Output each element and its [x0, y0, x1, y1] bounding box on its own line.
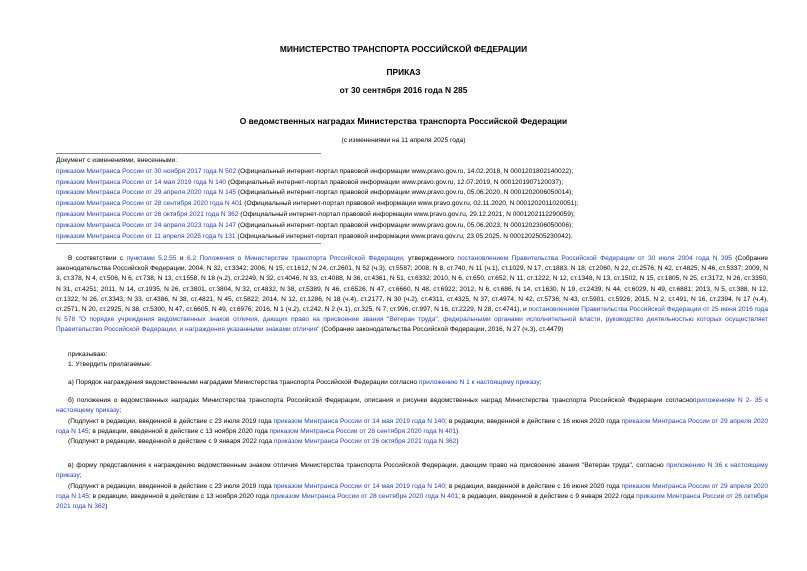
amendment-source: (Официальный интернет-портал правовой информации www.pravo.gov.ru, 12.07.2019, N 0001201907120037); [226, 178, 564, 186]
amendment-source: (Официальный интернет-портал правовой информации www.pravo.gov.ru, 29.12.2021, N 0001202112290059); [238, 210, 575, 218]
amendment-item [56, 232, 776, 243]
amendment-item [56, 199, 776, 210]
amendment-source: (Официальный интернет-портал правовой информации www.pravo.gov.ru, 05.06.2020, N 0001202006050014); [236, 189, 574, 197]
appendix-link[interactable]: приложению N 1 к настоящему приказу [418, 379, 540, 387]
amendment-source: (Официальный интернет-портал правовой информации www.pravo.gov.ru, 05.06.2023, N 0001202306050006); [236, 221, 574, 229]
note-text: ) [105, 503, 108, 511]
preamble-text: В соответствии с [68, 255, 127, 262]
preamble-link[interactable]: постановлением Правительства Российской Федерации от 25 июня 2016 года N 578 "О порядке учреждения ведомственных знаков отличия, дающих право на присвоение звания "Ветеран труда", федеральными органами исполнительной власти, руководство деятельностью которых осуществляет Правительство Российской Федерации, и награждения указанными знаками отличия" [56, 306, 768, 334]
spacer [56, 447, 768, 461]
subpoint-text: ; [539, 379, 542, 387]
amendment-item [56, 221, 776, 232]
divider-top [56, 153, 321, 154]
preamble-text: (Собрание законодательства Российской Федерации, 2004, N 32, ст.3342; 2006, N 15, ст.1612, N 24, ст.2601, N 52 (ч.3), ст.5587; 2008, N 8, ст.740, N 11 (ч.1), ст.1029, N 17, ст.1883, N 18, ст.2060, N 22, ст.2576, N 42, ст.4825, N 46, ст.5337; 2009, N 3, ст.378, N 4, ст.506, N 6, ст.738, N 13, ст.1558, N 18 (ч.2), ст.2249, N 32, ст.4046, N 33, ст.4088, N 36, ст.4361, N 51, ст.6332; 2010, N 6, ст.650, ст.652, N 11, ст.1222, N 12, ст.1348, N 13, ст.1502, N 15, ст.1805, N 25, ст.3172, N 26, ст.3350, N 31, ст.4251; 2011, N 14, ст.1935, N 26, ст.3801, ст.3804, N 32, ст.4832, N 38, ст.5389, N 46, ст.6526, N 47, ст.6660, N 48, ст.6922; 2012, N 6, ст.686, N 14, ст.1630, N 19, ст.2439, N 44, ст.6029, N 49, ст.6881; 2013, N 5, ст.388, N 12, ст.1322, N 26, ст.3343, N 33, ст.4386, N 38, ст.4821, N 45, ст.5822; 2014, N 12, ст.1286, N 18 (ч.4), ст.2177, N 30 (ч.2), ст.4311, ст.4325, N 37, ст.4974, N 42, ст.5736, N 43, ст.5901, ст.5926; 2015, N 2, ст.491, N 16, ст.2394, N 17 (ч.4), ст.2571, N 20, ст.2925, N 38, ст.5300, N 47, ст.6605, N 49, ст.6976; 2016, N 1 (ч.2), ст.242, N 2 (ч.1), ст.325, N 7, ст.996, ст.997, N 16, ст.2229, N 28, ст.4741), и [56, 255, 768, 314]
amendment-item [56, 178, 776, 189]
preamble-text: и [176, 255, 187, 262]
subpoint-text: в) форму представления к награждению ведомственным знаком отличия Министерства транспорта Российской Федерации, дающим право на присвоение звания "Ветеран труда", согласно [68, 462, 667, 470]
subpoint-b-note-2 [56, 437, 768, 447]
preamble-link[interactable]: пунктами 5.2.55 [126, 255, 177, 262]
note-link[interactable]: приказом Минтранса России от 14 мая 2019 года N 140 [273, 417, 446, 425]
note-text: ; в редакции, введенной в действие с 9 января 2022 года [458, 492, 637, 500]
order-word: приказываю: [68, 350, 108, 358]
amendment-link[interactable]: приказом Минтранса России от 14 мая 2019 года N 140 [56, 178, 227, 186]
preamble-text: , утвержденного [402, 255, 458, 262]
document-body [56, 254, 768, 512]
note-text: ; в редакции, введенной в действие с 13 ноября 2020 года [88, 427, 270, 435]
divider-bottom [56, 243, 321, 244]
subpoint-a [56, 378, 768, 388]
subpoint-c [56, 461, 768, 481]
amendment-item [56, 188, 776, 199]
note-text: (Подпункт в редакции, введенной в действие с 9 января 2022 года [68, 438, 274, 446]
amendment-link[interactable]: приказом Минтранса России от 28 сентября 2020 года N 401 [56, 200, 243, 208]
amendment-link[interactable]: приказом Минтранса России от 26 октября 2021 года N 362 [56, 210, 239, 218]
spacer [56, 336, 768, 350]
doc-type-heading: ПРИКАЗ [386, 67, 421, 77]
note-link[interactable]: приказом Минтранса России от 26 октября 2021 года N 362 [56, 492, 768, 511]
appendix-link[interactable]: приложению N 36 к настоящему приказу [56, 462, 768, 480]
note-text: ; в редакции, введенной в действие с 16 июня 2020 года [445, 482, 622, 490]
appendix-link[interactable]: приложениям N 2- 35 к настоящему приказу [56, 397, 768, 415]
note-text: (Подпункт в редакции, введенной в действие с 23 июля 2019 года [68, 417, 274, 425]
preamble-link[interactable]: постановлением Правительства Российской Федерации от 30 июля 2004 года N 395 [457, 255, 732, 262]
note-text: ; в редакции, введенной в действие с 16 июня 2020 года [445, 417, 622, 425]
amendment-item [56, 167, 776, 178]
spacer [56, 388, 768, 396]
preamble [56, 254, 768, 336]
spacer [56, 370, 768, 378]
subpoint-text: ; [79, 472, 82, 480]
subpoint-text: б) положения о ведомственных наградах Министерства транспорта Российской Федерации, описания и рисунки ведомственных наград Министерства транспорта Российской Федерации согласно [68, 397, 693, 405]
amendment-source: (Официальный интернет-портал правовой информации www.pravo.gov.ru, 23.05.2025, N 0001202505230042). [235, 232, 573, 240]
amendment-link[interactable]: приказом Минтранса России от 11 апреля 2025 года N 131 [56, 232, 236, 240]
preamble-text: (Собрание законодательства Российской Федерации, 2016, N 27 (ч.3), ст.4479) [319, 326, 564, 334]
subpoint-c-note [56, 482, 768, 513]
preamble-link[interactable]: 6.2 Положения о Министерстве транспорта Российской Федерации [186, 255, 403, 262]
subpoint-b [56, 396, 768, 416]
amendment-item [56, 210, 776, 221]
amendment-source: (Официальный интернет-портал правовой информации www.pravo.gov.ru, 14.02.2018, N 0001201802140022); [236, 167, 574, 175]
note-text: (Подпункт в редакции, введенной в действие с 23 июля 2019 года [68, 482, 274, 490]
amendment-source: (Официальный интернет-портал правовой информации www.pravo.gov.ru, 02.11.2020, N 0001202011020051); [242, 200, 579, 208]
note-link[interactable]: приказом Минтранса России от 26 октября 2021 года N 362 [273, 438, 457, 446]
note-link[interactable]: приказом Минтранса России от 29 апреля 2020 года N 145 [56, 417, 769, 435]
amendments-list [56, 156, 776, 242]
amend-note: (с изменениями на 11 апреля 2025 года) [341, 137, 466, 144]
ministry-heading: МИНИСТЕРСТВО ТРАНСПОРТА РОССИЙСКОЙ ФЕДЕРАЦИИ [279, 44, 528, 54]
note-text: ) [456, 438, 459, 446]
note-link[interactable]: приказом Минтранса России от 28 сентября 2020 года N 401 [270, 492, 459, 500]
amendments-lead: Документ с изменениями, внесенными: [56, 157, 178, 164]
amendment-link[interactable]: приказом Минтранса России от 30 ноября 2017 года N 502 [56, 167, 237, 175]
doc-date-number: от 30 сентября 2016 года N 285 [339, 85, 468, 95]
amendment-link[interactable]: приказом Минтранса России от 29 апреля 2020 года N 145 [56, 189, 237, 197]
amendment-link[interactable]: приказом Минтранса России от 24 апреля 2023 года N 147 [56, 221, 237, 229]
subpoint-text: а) Порядок награждения ведомственными наградами Министерства транспорта Российской Федерации согласно [68, 379, 419, 387]
doc-title: О ведомственных наградах Министерства транспорта Российской Федерации [239, 116, 568, 126]
note-link[interactable]: приказом Минтранса России от 14 мая 2019 года N 140 [273, 482, 446, 490]
note-link[interactable]: приказом Минтранса России от 28 сентября 2020 года N 401 [269, 427, 457, 435]
point-1: 1. Утвердить прилагаемые: [68, 360, 152, 368]
note-text: ) [456, 427, 459, 435]
note-link[interactable]: приказом Минтранса России от 29 апреля 2020 года N 145 [56, 482, 769, 500]
note-text: ; в редакции, введенной в действие с 13 ноября 2020 года [88, 492, 271, 500]
subpoint-text: ; [119, 407, 122, 415]
subpoint-b-note-1 [56, 417, 768, 437]
